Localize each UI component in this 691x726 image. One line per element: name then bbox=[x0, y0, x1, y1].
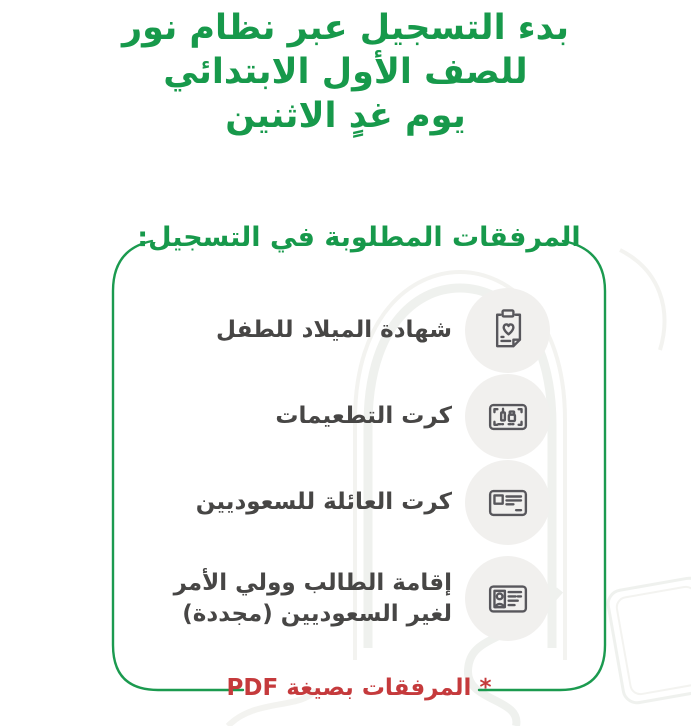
family-card-icon bbox=[465, 460, 550, 545]
page-title bbox=[0, 6, 691, 138]
section-heading: المرفقات المطلوبة في التسجيل: bbox=[137, 222, 581, 253]
attachment-label-line-2: لغير السعوديين (مجددة) bbox=[182, 600, 452, 627]
title-line-2: للصف الأول الابتدائي bbox=[163, 52, 528, 92]
attachment-label-line-1: إقامة الطالب وولي الأمر bbox=[173, 569, 452, 596]
attachment-row-family-card bbox=[196, 460, 550, 545]
attachment-label: كرت التطعيمات bbox=[275, 403, 452, 429]
vaccination-card-icon bbox=[465, 374, 550, 459]
title-line-3: يوم غدٍ الاثنين bbox=[225, 96, 466, 136]
attachment-label: شهادة الميلاد للطفل bbox=[216, 317, 452, 343]
pdf-format-note: * المرفقات بصيغة PDF bbox=[226, 675, 492, 701]
attachment-label: كرت العائلة للسعوديين bbox=[195, 489, 452, 515]
attachment-label bbox=[174, 568, 452, 630]
attachment-row-vaccination-card bbox=[275, 374, 550, 459]
attachment-row-birth-certificate bbox=[216, 288, 550, 373]
title-line-1: بدء التسجيل عبر نظام نور bbox=[121, 8, 570, 48]
residence-permit-icon bbox=[465, 556, 550, 641]
attachment-row-residence-permit bbox=[174, 556, 550, 641]
birth-certificate-icon bbox=[465, 288, 550, 373]
